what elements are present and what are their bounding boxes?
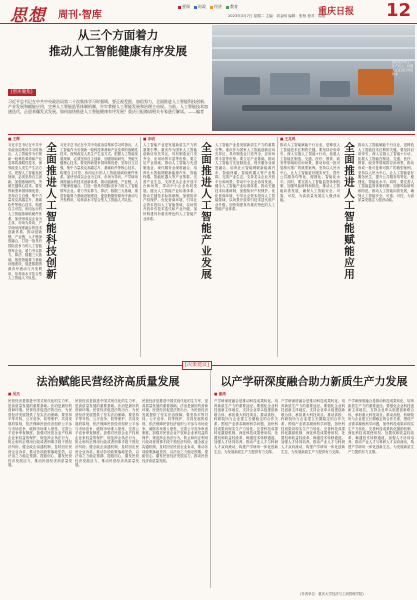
article-body: 产学研深度融合是推动科技成果转化、培育新质生产力的重要途径。要强化企业科技创新主体地位，支持企业牵头组建创新联合体，承担重大科技项目。推动高校、科研院所与企业建立长期稳定的合作关系，围绕产业需求凝练科学问题，加快科技成果向现实生产力转化。完善科技成果转化激励机制，深化科技成果使用权、处置权和收益权改革，畅通技术转移通道。加强人才协同培养，推动产业人才与科研人才双向流动，构建产学研用一体化创新生态，为发展新质生产力提供有力支撑。 <box>214 399 278 454</box>
article-body-continued: 习近平总书记在中共中央政治局集体学习时指出，人工智能作为引领新一轮科技革命和产业变革的战略性技术，深刻改变人类生产生活方式。把握人工智能发展规律，必须坚持自主创新，加强基础研究，突破关键核心技术。要发挥新型举国体制优势，坚持自立自强，集中力量攻克高端芯片、基础软件等核心技术，构建自主可控、协同运行的人工智能基础软硬件体系。加快形成以企业为主体、市场为导向、产学研用深度融合的技术创新体系，推动创新链、产业链、人才链深度融合，打造一批具有国际竞争力的人工智能领军企业。着力夯实算力、算法、数据三大基础，推进智能算力基础设施建设，促进数据资源有序流动与开发利用，培养高水平复合型人工智能人才队伍。 <box>60 143 138 203</box>
article-body-continued: 产学研深度融合是推动科技成果转化、培育新质生产力的重要途径。要强化企业科技创新主体地位，支持企业牵头组建创新联合体，承担重大科技项目。推动高校、科研院所与企业建立长期稳定的合作关系，围绕产业需求凝练科学问题，加快科技成果向现实生产力转化。完善科技成果转化激励机制，深化科技成果使用权、处置权和收益权改革，畅通技术转移通道。加强人才协同培养，推动产业人才与科研人才双向流动，构建产学研用一体化创新生态，为发展新质生产力提供有力支撑。 <box>348 399 414 454</box>
editor-tag: [智库聚焦] <box>8 89 36 96</box>
factory-photo <box>212 25 415 131</box>
article-body-continued: 民营经济是推进中国式现代化的生力军，是高质量发展的重要基础。法治是最好的营商环境。民营经济促进法的出台，为民营经济发展提供了坚实法治保障。要坚持平等对待、公平竞争、同等保护、共同发展的原则，依法保障民营经济组织公平参与市场竞争，破除市场准入壁垒，完善公平竞争审查制度。加强对民营企业产权和企业家权益的保护，规范涉企执法行为，防止和纠正利用行政或者刑事手段干预经济纠纷。健全政企沟通机制，及时回应民营企业诉求，推动各项政策落地见效，以法治之力稳定预期、提振信心，激发民营经济发展活力，推动民营经济高质量发展。 <box>75 399 139 468</box>
bottom-right-headline: 以产学研深度融合助力新质生产力发展 <box>220 375 408 388</box>
section-title: 思想 <box>10 6 46 26</box>
article-author: ■ 王辉 <box>8 137 20 141</box>
section-subtitle: 周刊·智库 <box>58 10 102 21</box>
article-author: ■ 李明 <box>143 137 155 141</box>
article-body-continued: 产学研深度融合是推动科技成果转化、培育新质生产力的重要途径。要强化企业科技创新主体地位，支持企业牵头组建创新联合体，承担重大科技项目。推动高校、科研院所与企业建立长期稳定的合作关系，围绕产业需求凝练科学问题，加快科技成果向现实生产力转化。完善科技成果转化激励机制，深化科技成果使用权、处置权和收益权改革，畅通技术转移通道。加强人才协同培养，推动产业人才与科研人才双向流动，构建产学研用一体化创新生态，为发展新质生产力提供有力支撑。 <box>281 399 345 454</box>
page-number: 12 <box>386 0 412 21</box>
article-body: 人工智能产业是发展新质生产力的重要引擎。重庆作为国家人工智能创新应用先导区，具有制造业门类齐全、应用场景丰富等优势。要立足产业基础，推动人工智能与先进制造业、现代服务业深度融合，培育壮大智能网联新能源汽车、智能终端、智能机器人等产业集群。完善产业生态，支持龙头企业开放平台和场景，带动中小企业协同发展。健全人工智能产业标准体系，推动关键技术标准研制，加强知识产权保护。优化营商环境，引导社会资本投向人工智能领域，以场景开放牵引技术迭代和产业升级，加快构建具有重庆特色的人工智能产业体系。 <box>143 143 197 221</box>
article-body-continued: 推动人工智能赋能千行百业，是释放人工智能技术红利的关键。要坚持应用牵引，深入实施人工智能+行动，拓展人工智能在制造、交通、医疗、教育、政务等领域的应用场景，推动形成一批可复制可推广的典型案例。坚持以人民为中心，让人工智能更好服务民生，提升公共服务均等化、便捷化、智能化水平。同时，要完善人工智能监管体制机制，加强风险研判和防范，推动人工智能向善发展，确保人工智能安全、可靠、可控，为高质量发展注入强劲动能。 <box>358 143 414 203</box>
author-affiliation: (作者单位：重庆大学经济与工商管理学院) <box>300 592 364 596</box>
nav-item[interactable] <box>178 4 190 10</box>
bottom-left-headline: 法治赋能民营经济高质量发展 <box>36 375 180 388</box>
nav-square-icon <box>194 6 197 9</box>
article-title: 全面推进人工智能科技创新 <box>45 142 57 280</box>
article-title: 全面推进人工智能产业发展 <box>200 142 212 280</box>
column-divider <box>277 137 278 357</box>
article-body-continued: 民营经济是推进中国式现代化的生力军，是高质量发展的重要基础。法治是最好的营商环境。民营经济促进法的出台，为民营经济发展提供了坚实法治保障。要坚持平等对待、公平竞争、同等保护、共同发展的原则，依法保障民营经济组织公平参与市场竞争，破除市场准入壁垒，完善公平竞争审查制度。加强对民营企业产权和企业家权益的保护，规范涉企执法行为，防止和纠正利用行政或者刑事手段干预经济纠纷。健全政企沟通机制，及时回应民营企业诉求，推动各项政策落地见效，以法治之力稳定预期、提振信心，激发民营经济发展活力，推动民营经济高质量发展。 <box>142 399 208 463</box>
nav-label: 经济 <box>214 4 222 9</box>
column-divider <box>210 370 211 588</box>
photo-caption: 重庆某汽车工厂生产线上，机器人正在进行焊接作业 <box>392 60 414 76</box>
nav-label: 教育 <box>230 4 238 9</box>
article-author: ■ 王兆鸣 <box>280 137 296 141</box>
nav-square-icon <box>178 6 181 9</box>
decision-tag: [决策建议] <box>182 361 212 370</box>
masthead <box>0 0 417 24</box>
article-body: 推动人工智能赋能千行百业，是释放人工智能技术红利的关键。要坚持应用牵引，深入实施人工智能+行动，拓展人工智能在制造、交通、医疗、教育、政务等领域的应用场景，推动形成一批可复制可推广的典型案例。坚持以人民为中心，让人工智能更好服务民生，提升公共服务均等化、便捷化、智能化水平。同时，要完善人工智能监管体制机制，加强风险研判和防范，推动人工智能向善发展，确保人工智能安全、可靠、可控，为高质量发展注入强劲动能。 <box>280 143 340 203</box>
section-divider <box>8 134 415 135</box>
article-author: ■ 吴杰 <box>8 392 20 396</box>
nav-item[interactable] <box>194 4 206 10</box>
article-title: 全面推进人工智能赋能应用 <box>343 142 355 280</box>
issue-date: 2023年3月7日 星期二 主编：刘金明 编辑：张杨 校对：周敏 <box>228 14 326 18</box>
nav-square-icon <box>210 6 213 9</box>
nav-item[interactable] <box>226 4 238 10</box>
nav-label: 要闻 <box>182 4 190 9</box>
main-headline-line-1: 从三个方面着力 <box>77 28 159 42</box>
article-body: 民营经济是推进中国式现代化的生力军，是高质量发展的重要基础。法治是最好的营商环境。民营经济促进法的出台，为民营经济发展提供了坚实法治保障。要坚持平等对待、公平竞争、同等保护、共同发展的原则，依法保障民营经济组织公平参与市场竞争，破除市场准入壁垒，完善公平竞争审查制度。加强对民营企业产权和企业家权益的保护，规范涉企执法行为，防止和纠正利用行政或者刑事手段干预经济纠纷。健全政企沟通机制，及时回应民营企业诉求，推动各项政策落地见效，以法治之力稳定预期、提振信心，激发民营经济发展活力，推动民营经济高质量发展。 <box>8 399 72 468</box>
editor-note: 习近平总书记在中共中央政治局第二十次集体学习时强调，要正视差距、加倍努力，全面推进人工智能科技创新、产业发展和赋能应用，完善人工智能监管体制机制，牢牢掌握人工智能发展和治理主动权。当前，人工智能技术加速迭代，正迎来爆发式发展。如何加快推进人工智能健康有序发展？重庆日报邀请相关专家进行解读。——编者 <box>8 99 208 114</box>
article-body-continued: 人工智能产业是发展新质生产力的重要引擎。重庆作为国家人工智能创新应用先导区，具有制造业门类齐全、应用场景丰富等优势。要立足产业基础，推动人工智能与先进制造业、现代服务业深度融合，培育壮大智能网联新能源汽车、智能终端、智能机器人等产业集群。完善产业生态，支持龙头企业开放平台和场景，带动中小企业协同发展。健全人工智能产业标准体系，推动关键技术标准研制，加强知识产权保护。优化营商环境，引导社会资本投向人工智能领域，以场景开放牵引技术迭代和产业升级，加快构建具有重庆特色的人工智能产业体系。 <box>215 143 275 212</box>
main-headline-line-2: 推动人工智能健康有序发展 <box>49 44 187 58</box>
newspaper-logo: 重庆日报 <box>318 7 355 17</box>
nav-label: 时政 <box>198 4 206 9</box>
article-body: 习近平总书记在中共中央政治局集体学习时指出，人工智能作为引领新一轮科技革命和产业变革的战略性技术，深刻改变人类生产生活方式。把握人工智能发展规律，必须坚持自主创新，加强基础研究，突破关键核心技术。要发挥新型举国体制优势，坚持自立自强，集中力量攻克高端芯片、基础软件等核心技术，构建自主可控、协同运行的人工智能基础软硬件体系。加快形成以企业为主体、市场为导向、产学研用深度融合的技术创新体系，推动创新链、产业链、人才链深度融合，打造一批具有国际竞争力的人工智能领军企业。着力夯实算力、算法、数据三大基础，推进智能算力基础设施建设，促进数据资源有序流动与开发利用，培养高水平复合型人工智能人才队伍。 <box>8 143 42 281</box>
article-author: ■ 谢鸿 <box>214 392 226 396</box>
nav-item[interactable] <box>210 4 222 10</box>
nav-square-icon <box>226 6 229 9</box>
nav-bar <box>178 4 238 10</box>
column-divider <box>140 137 141 357</box>
